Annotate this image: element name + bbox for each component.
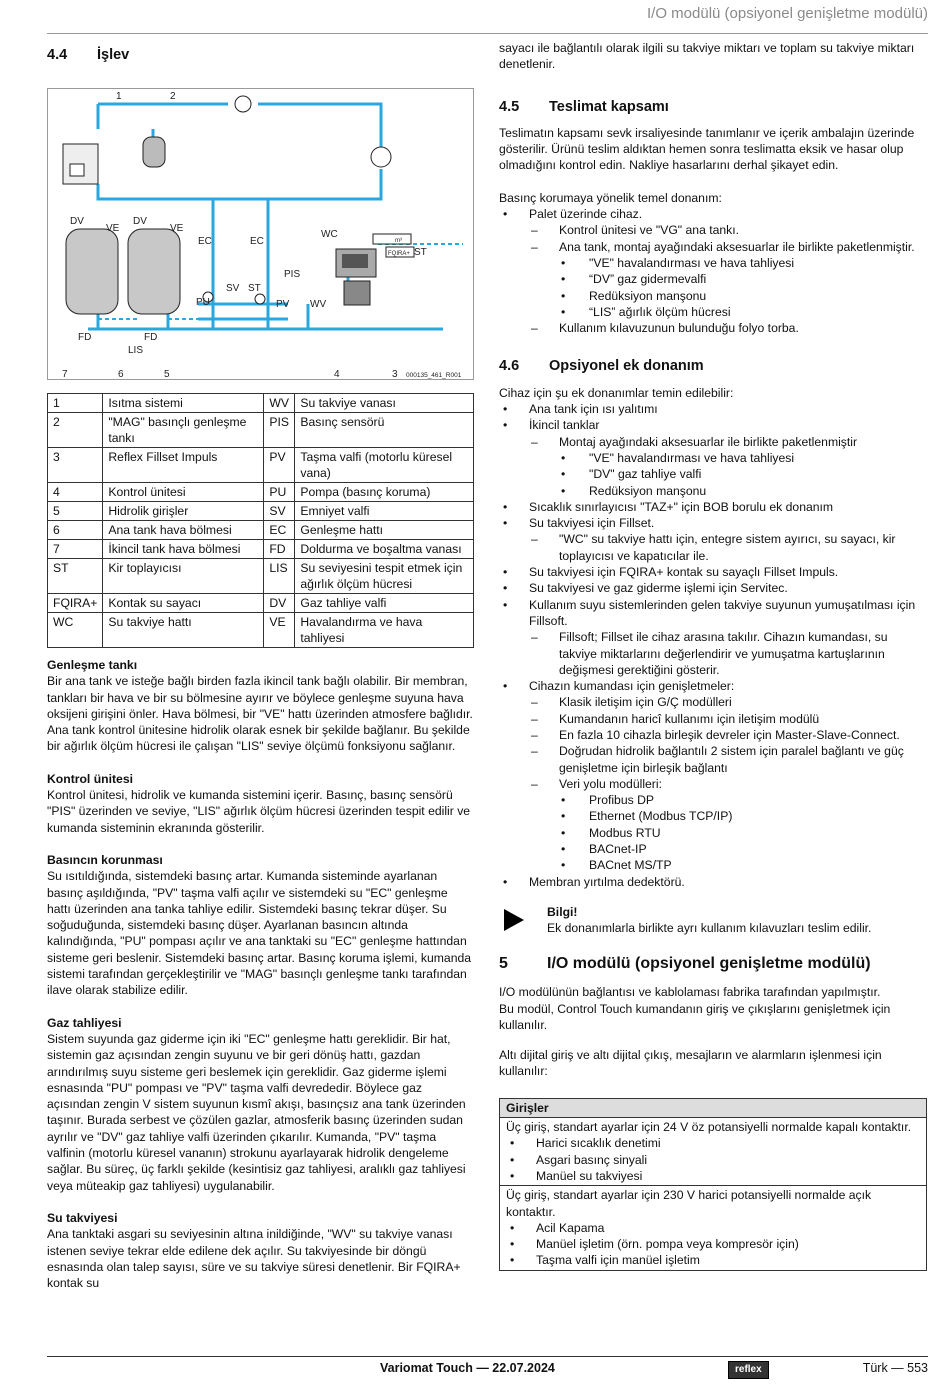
fig-label-st: ST [248, 283, 261, 294]
reflex-logo: reflex [728, 1361, 769, 1379]
list-item: • Modbus RTU [499, 825, 927, 841]
chapter-title: I/O modülü (opsiyonel genişletme modülü) [547, 954, 871, 972]
fig-label-2: 2 [170, 91, 176, 102]
legend-value: Su takviye vanası [295, 394, 474, 413]
legend-key: 1 [48, 394, 103, 413]
list-item: • Manüel su takviyesi [506, 1168, 920, 1184]
list-item: • Redüksiyon manşonu [499, 483, 927, 499]
list-item: • Profibus DP [499, 792, 927, 808]
paragraph-continued: sayacı ile bağlantılı olarak ilgili su takviye miktarı ve toplam su takviye miktarı denetlenir. [499, 41, 915, 72]
paragraph-basinc: Su ısıtıldığında, sistemdeki basınç artar. Kumanda sisteminde ayarlanan basınç aşıldığında, "PV" taşma valfi açılır ve sistemdeki su "EC" genleşme hattı üzerinden ana tanka tahliye edilir. Sistemdeki basınç tekrar düşer. Su soğuduğunda, sistemdeki basınç düşer. Ayarlanan basıncın altında kalındığında, "PU" pompası açılır ve ana tanktaki su "EC" genleşme hattından sisteme geri beslenir. Sistemdeki basınç artar. Basınç koruma işlemi, kumanda sistemi tarafından gerçekleştirilir ve "MAG" basınçlı genleşme tankı tarafından ilave olarak stabilize edilir. [47, 869, 472, 998]
paragraph-io-1: I/O modülünün bağlantısı ve kablolaması fabrika tarafından yapılmıştır. [499, 985, 881, 1000]
fig-label-fqira: FQIRA+ [388, 251, 410, 257]
fig-label-3: 3 [392, 369, 398, 379]
info-note [499, 904, 927, 938]
list-item: • “DV” gaz gidermevalfi [499, 271, 927, 287]
fig-label-pis: PIS [284, 269, 301, 280]
fig-label-ec-2: EC [250, 236, 264, 247]
legend-value: Isıtma sistemi [103, 394, 264, 413]
list-item: • Cihazın kumandası için genişletmeler: [499, 678, 927, 694]
legend-value: Doldurma ve boşaltma vanası [295, 540, 474, 559]
legend-key: 2 [48, 413, 103, 448]
fig-label-4: 4 [334, 369, 340, 379]
legend-key: LIS [264, 559, 295, 594]
legend-value: İkincil tank hava bölmesi [103, 540, 264, 559]
legend-row [48, 448, 474, 483]
legend-key: ST [48, 559, 103, 594]
subheading-genlesme: Genleşme tankı [47, 658, 138, 672]
paragraph-genlesme: Bir ana tank ve isteğe bağlı birden fazla ikincil tank bağlı olabilir. Bir membran, tankları bir hava ve bir su bölmesine ayırır ve böylece genleşme suyuna hava oksijeni girişini önler. Hava bölmesi, bir "VE" hattı üzerinden atmosfere bağlıdır. Ana tank kontrol ünitesine hidrolik olarak esnek bir şekilde bağlanır. Bu şekilde bir ağırlık ölçüm hücresi ile çalışan "LIS" seviye ölçümü fonksiyonu sağlanır. [47, 674, 473, 754]
legend-key: WV [264, 394, 295, 413]
section-title: İşlev [97, 47, 130, 63]
fig-label-5: 5 [164, 369, 170, 379]
footer-logo [728, 1360, 769, 1379]
list-item: • "VE" havalandırması ve hava tahliyesi [499, 255, 927, 271]
list-item: • Su takviyesi ve gaz giderme işlemi için Servitec. [499, 580, 927, 596]
inputs-group-2 [500, 1185, 926, 1269]
inputs-box [499, 1098, 927, 1271]
list-item: • Redüksiyon manşonu [499, 288, 927, 304]
list-item: • Harici sıcaklık denetimi [506, 1135, 920, 1151]
footer-page: Türk — 553 [862, 1361, 928, 1375]
list-item: – Veri yolu modülleri: [499, 776, 927, 792]
inputs-group-1 [500, 1118, 926, 1185]
legend-key: PU [264, 483, 295, 502]
list-item: • Ana tank için ısı yalıtımı [499, 401, 927, 417]
fig-label-wc: WC [321, 229, 338, 240]
list-item: – En fazla 10 cihazla birleşik devreler için Master-Slave-Connect. [499, 727, 927, 743]
subheading-su: Su takviyesi [47, 1210, 118, 1225]
list-item: • Taşma valfi için manüel işletim [506, 1252, 920, 1268]
legend-value: "MAG" basınçlı genleşme tankı [103, 413, 264, 448]
info-text: Ek donanımlarla birlikte ayrı kullanım kılavuzları teslim edilir. [547, 920, 872, 935]
list-item: • BACnet-IP [499, 841, 927, 857]
list-item: – Doğrudan hidrolik bağlantılı 2 sistem için paralel bağlantı ve güç genişletme için birleşik bağlantı [499, 743, 927, 776]
footer-divider [47, 1356, 928, 1357]
list-item: • BACnet MS/TP [499, 857, 927, 873]
legend-key: 4 [48, 483, 103, 502]
left-body [47, 657, 474, 1291]
legend-value: Su takviye hattı [103, 613, 264, 648]
legend-value: Reflex Fillset Impuls [103, 448, 264, 483]
legend-value: Gaz tahliye valfi [295, 594, 474, 613]
list-item: • Su takviyesi için Fillset. [499, 515, 927, 531]
list-item: • Su takviyesi için FQIRA+ kontak su sayaçlı Fillset Impuls. [499, 564, 927, 580]
legend-key: DV [264, 594, 295, 613]
fig-label-sv: SV [226, 283, 240, 294]
legend-row [48, 540, 474, 559]
fig-label-dv-1: DV [70, 216, 84, 227]
list-item: • "DV" gaz tahliye valfi [499, 466, 927, 482]
legend-key: SV [264, 502, 295, 521]
fig-label-ve-2: VE [170, 223, 184, 234]
list-teslimat [499, 206, 927, 336]
legend-key: 6 [48, 521, 103, 540]
list-item: – "WC" su takviye hattı için, entegre sistem ayırıcı, su sayacı, kir toplayıcısı ve kapatıcılar ile. [499, 531, 927, 564]
legend-key: FQIRA+ [48, 594, 103, 613]
legend-value: Kontrol ünitesi [103, 483, 264, 502]
list-item: • Palet üzerinde cihaz. [499, 206, 927, 222]
legend-table [47, 393, 474, 648]
paragraph-io-3: Altı dijital giriş ve altı dijital çıkış, mesajların ve alarmların işlenmesi için kullanılır: [499, 1048, 882, 1079]
legend-key: 7 [48, 540, 103, 559]
fig-label-1: 1 [116, 91, 122, 102]
legend-row [48, 394, 474, 413]
header-divider [47, 33, 928, 34]
legend-value: Kir toplayıcısı [103, 559, 264, 594]
fig-ref: 000135_461_R001 [406, 372, 462, 379]
legend-row [48, 559, 474, 594]
subheading-gaz: Gaz tahliyesi [47, 1015, 122, 1030]
paragraph-temel-donanim: Basınç korumaya yönelik temel donanım: [499, 190, 722, 205]
inputs-group-2-list [506, 1220, 920, 1269]
fig-label-ec-1: EC [198, 236, 212, 247]
list-item: • Sıcaklık sınırlayıcısı "TAZ+" için BOB borulu ek donanım [499, 499, 927, 515]
list-item: – Fillsoft; Fillset ile cihaz arasına takılır. Cihazın kumandası, su takviye miktarlarını değerlendirir ve yumuşatma kartuşlarının değişmesi gerektiğini gösterir. [499, 629, 927, 678]
fig-label-pv: PV [276, 299, 290, 310]
legend-row [48, 483, 474, 502]
inputs-group-1-text: Üç giriş, standart ayarlar için 24 V öz potansiyelli normalde kapalı kontaktır. [506, 1120, 912, 1135]
fig-label-dv-2: DV [133, 216, 147, 227]
list-item: • Acil Kapama [506, 1220, 920, 1236]
fig-label-fd-2: FD [144, 332, 158, 343]
legend-key: 3 [48, 448, 103, 483]
section-number: 4.5 [499, 98, 520, 115]
section-title: Opsiyonel ek donanım [549, 358, 704, 375]
fig-label-7: 7 [62, 369, 68, 379]
list-item: – Montaj ayağındaki aksesuarlar ile birlikte paketlenmiştir [499, 434, 927, 450]
list-item: • "VE" havalandırması ve hava tahliyesi [499, 450, 927, 466]
legend-value: Genleşme hattı [295, 521, 474, 540]
section-4-4-heading [47, 47, 474, 63]
legend-key: 5 [48, 502, 103, 521]
subheading-kontrol: Kontrol ünitesi [47, 771, 133, 786]
running-header: I/O modülü (opsiyonel genişletme modülü) [647, 5, 928, 22]
info-arrow-icon [504, 909, 524, 931]
paragraph-gaz: Sistem suyunda gaz giderme için iki "EC" genleşme hattı gereklidir. Bir hat, sistemin gaz açısından zengin suyunu ve bir geri dönüş hattı, gazdan arındırılmış suyu sisteme geri beslemek için gereklidir. Gaz giderme işlemi esnasında "PU" pompası ve "PV" taşma valfi devrededir. Böylece gaz açısından zengin V sistem suyunun kısmî akışı, basınçsız ana tank üzerinden taşınır. Burada serbest ve çözülen gazlar, atmosferik basınç üzerinden sudan ayrılır ve "DV" gaz tahliye valfi üzerinden çıkarılır. Kumanda, "PV" taşma valfinin (motorlu küresel vananın) strokunu ayarlayarak hidrolik dengeleme sağlar. Bu süreç, üç farklı şekilde (kesintisiz gaz tahliyesi, aralıklı gaz tahliyesi veya müteakip gaz tahliyesi) uygulanabilir. [47, 1031, 466, 1193]
legend-key: PV [264, 448, 295, 483]
paragraph-kontrol: Kontrol ünitesi, hidrolik ve kumanda sistemini içerir. Basınç, basınç sensörü "PIS" üzerinden ve seviye, "LIS" ağırlık ölçüm hücresi üzerinden tespit edilir ve kumanda sisteminin ekranında gösterilir. [47, 788, 471, 835]
inputs-title: Girişler [500, 1099, 926, 1118]
legend-value: Havalandırma ve hava tahliyesi [295, 613, 474, 648]
list-item: – Kontrol ünitesi ve "VG" ana tankı. [499, 222, 927, 238]
footer-doc: Variomat Touch — 22.07.2024 [380, 1361, 555, 1375]
fig-label-st-2: ST [414, 247, 427, 258]
inputs-group-2-text: Üç giriş, standart ayarlar için 230 V harici potansiyelli normalde açık kontaktır. [506, 1188, 872, 1219]
legend-row [48, 502, 474, 521]
paragraph-ek-donanim: Cihaz için şu ek donanımlar temin edilebilir: [499, 385, 734, 400]
legend-value: Pompa (basınç koruma) [295, 483, 474, 502]
inputs-group-1-list [506, 1135, 920, 1184]
fig-label-lis: LIS [128, 345, 144, 356]
section-number: 4.6 [499, 358, 520, 375]
list-item: – Kumandanın haricî kullanımı için iletişim modülü [499, 711, 927, 727]
legend-value: Su seviyesini tespit etmek için ağırlık ölçüm hücresi [295, 559, 474, 594]
list-item: • Asgari basınç sinyali [506, 1152, 920, 1168]
list-item: – Ana tank, montaj ayağındaki aksesuarlar ile birlikte paketlenmiştir. [499, 239, 927, 255]
hydraulic-diagram-svg [48, 89, 473, 379]
fig-label-fd-1: FD [78, 332, 92, 343]
list-item: • “LIS” ağırlık ölçüm hücresi [499, 304, 927, 320]
right-body [499, 40, 927, 1271]
list-item: • Manüel işletim (örn. pompa veya kompresör için) [506, 1236, 920, 1252]
paragraph-su: Ana tanktaki asgari su seviyesinin altına inildiğinde, "WV" su takviye vanası istenen seviye tekrar elde edilene dek açılır. Su takviyesinde bir döngü esnasında olan talep sayısı, süre ve su takviye süresi denetlenir. Bir FQIRA+ kontak su [47, 1227, 461, 1291]
legend-value: Emniyet valfi [295, 502, 474, 521]
list-item: • Kullanım suyu sistemlerinden gelen takviye suyunun yumuşatılması için Fillsoft. [499, 597, 927, 630]
subheading-basinc: Basıncın korunması [47, 852, 163, 867]
list-item: • Membran yırtılma dedektörü. [499, 874, 927, 890]
legend-row [48, 613, 474, 648]
paragraph-teslimat: Teslimatın kapsamı sevk irsaliyesinde tanımlanır ve içerik ambalajın üzerinde gösterilir. Ürünü teslim aldıktan hemen sonra teslimatta eksik ve hasar olup olmadığını kontrol edin. Nakliye hasarlarını derhal şikayet edin. [499, 125, 915, 173]
info-title: Bilgi! [547, 904, 578, 919]
paragraph-io-2: Bu modül, Control Touch kumandanın giriş ve çıkışlarını genişletmek için kullanılır. [499, 1001, 891, 1032]
legend-value: Kontak su sayacı [103, 594, 264, 613]
legend-key: VE [264, 613, 295, 648]
legend-key: WC [48, 613, 103, 648]
legend-row [48, 594, 474, 613]
legend-value: Basınç sensörü [295, 413, 474, 448]
legend-key: PIS [264, 413, 295, 448]
legend-key: EC [264, 521, 295, 540]
hydraulic-diagram [47, 88, 474, 380]
legend-value: Taşma valfi (motorlu küresel vana) [295, 448, 474, 483]
fig-label-m3: m³ [395, 238, 402, 244]
fig-label-pu: PU [196, 297, 210, 308]
section-number: 4.4 [47, 47, 68, 63]
fig-label-wv: WV [310, 299, 327, 310]
legend-row [48, 413, 474, 448]
list-item: – Kullanım kılavuzunun bulunduğu folyo torba. [499, 320, 927, 336]
section-title: Teslimat kapsamı [549, 98, 669, 115]
legend-key: FD [264, 540, 295, 559]
chapter-number: 5 [499, 954, 508, 972]
legend-value: Hidrolik girişler [103, 502, 264, 521]
list-item: • Ethernet (Modbus TCP/IP) [499, 808, 927, 824]
list-item: • İkincil tanklar [499, 417, 927, 433]
fig-label-6: 6 [118, 369, 124, 379]
legend-row [48, 521, 474, 540]
legend-value: Ana tank hava bölmesi [103, 521, 264, 540]
fig-label-ve-1: VE [106, 223, 120, 234]
list-ek-donanim [499, 401, 927, 890]
list-item: – Klasik iletişim için G/Ç modülleri [499, 694, 927, 710]
